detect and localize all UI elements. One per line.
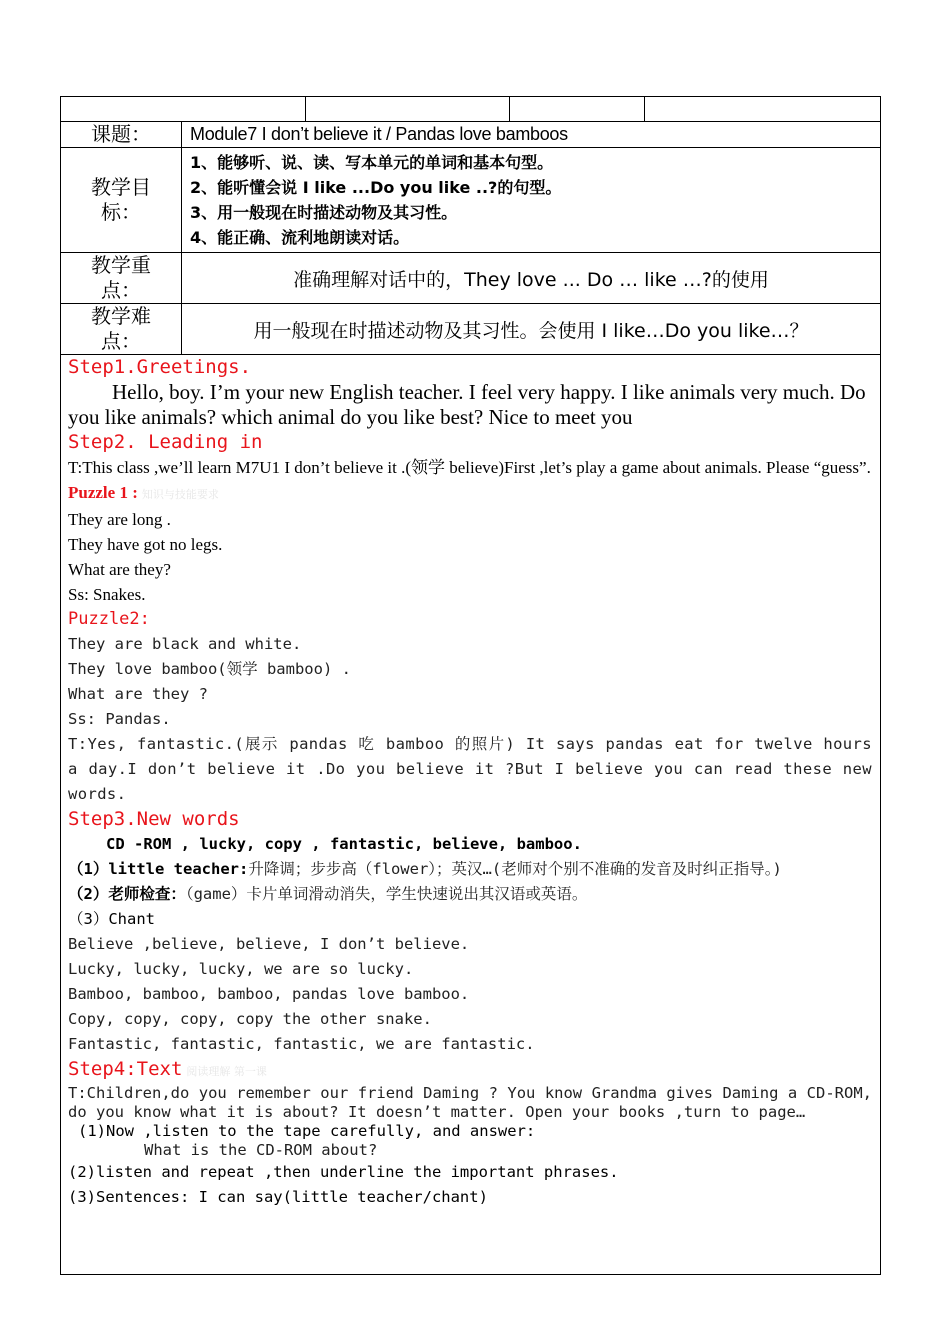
difficult-point: 用一般现在时描述动物及其习性。会使用 I like…Do you like…？	[182, 304, 881, 355]
goals-label	[61, 148, 182, 253]
puzzle2-line: They are black and white.	[68, 635, 302, 653]
step4-item2: (2)listen and repeat ,then underline the important phrases.	[68, 1163, 619, 1181]
step4-item1-question: What is the CD-ROM about?	[144, 1141, 378, 1159]
puzzle1-line: They have got no legs.	[68, 535, 223, 554]
puzzle2-title: Puzzle2:	[68, 609, 150, 629]
difficult-point-row	[61, 304, 881, 355]
key-label	[61, 253, 182, 304]
goals-row	[61, 148, 881, 253]
puzzle1-header	[68, 480, 872, 507]
step4-text: T:Children,do you remember our friend Daming ? You know Grandma gives Daming a CD-ROM, do you know what it is about? It doesn’t matter. Open your books ,turn to page…	[68, 1084, 872, 1121]
topic-label: 课题：	[61, 122, 182, 148]
step4-faint-note: 阅读理解 第一课	[186, 1065, 267, 1078]
empty-cell	[510, 97, 645, 122]
step3-item1	[68, 857, 872, 882]
difficult-label-text: 教学难点：	[91, 304, 151, 353]
header-empty-row	[61, 97, 881, 122]
puzzle2-line: They love bamboo(领学 bamboo) .	[68, 660, 351, 678]
empty-cell	[61, 97, 306, 122]
goal-item: 1、能够听、说、读、写本单元的单词和基本句型。	[190, 153, 554, 172]
step4-header	[68, 1057, 872, 1084]
step3-title: Step3.New words	[68, 808, 240, 830]
key-point-row	[61, 253, 881, 304]
puzzle2-line: Ss: Pandas.	[68, 710, 171, 728]
topic-value: Module7 I don’t believe it / Pandas love bamboos	[182, 122, 881, 148]
puzzle1-faint-note: 知识与技能要求	[141, 488, 219, 501]
step3-words: CD -ROM , lucky, copy , fantastic, believe, bamboo.	[106, 835, 582, 853]
chant-line: Bamboo, bamboo, bamboo, pandas love bamboo.	[68, 985, 470, 1003]
step3-item3: （3）Chant	[68, 910, 155, 928]
puzzle1-line: They are long .	[68, 510, 171, 529]
goal-item: 3、用一般现在时描述动物及其习性。	[190, 203, 458, 222]
step1-text: Hello, boy. I’m your new English teacher. I feel very happy. I like animals very much. Do you like animals? which animal do you like best? Nice to meet you	[68, 380, 866, 429]
goals-label-text: 教学目标：	[91, 175, 151, 224]
lesson-plan-table	[60, 96, 881, 1275]
step1-title: Step1.Greetings.	[68, 356, 252, 378]
chant-line: Copy, copy, copy, copy the other snake.	[68, 1010, 432, 1028]
step2-title: Step2. Leading in	[68, 431, 263, 453]
procedure-row	[61, 355, 881, 1275]
puzzle1-line: Ss: Snakes.	[68, 585, 146, 604]
step2-text: T:This class ,we’ll learn M7U1 I don’t believe it .(领学 believe)First ,let’s play a game about animals. Please “guess”.	[68, 458, 871, 477]
step3-item1-text: 升降调；步步高（flower）；英汉…(老师对个别不准确的发音及时纠正指导。)	[248, 860, 782, 878]
topic-row	[61, 122, 881, 148]
lesson-plan	[60, 96, 880, 1275]
step3-item2-text: （game）卡片单词滑动消失，学生快速说出其汉语或英语。	[185, 885, 588, 903]
step3-item1-lead: （1）little teacher:	[68, 860, 249, 878]
teaching-procedure	[61, 355, 881, 1275]
goal-item: 4、能正确、流利地朗读对话。	[190, 228, 410, 247]
goal-item: 2、能听懂会说 I like ...Do you like ..?的句型。	[190, 178, 562, 197]
puzzle2-response: T:Yes, fantastic.(展示 pandas 吃 bamboo 的照片) It says pandas eat for twelve hours a day.I don’t believe it .Do you believe it ?But I believe you can read these new words.	[68, 735, 872, 803]
goals-list	[182, 148, 881, 253]
difficult-label	[61, 304, 182, 355]
step3-item2-lead: （2）老师检查：	[68, 885, 186, 903]
key-label-text: 教学重点：	[91, 253, 151, 302]
step4-item1: (1)Now ,listen to the tape carefully, and answer:	[78, 1122, 536, 1140]
empty-cell	[306, 97, 510, 122]
step4-title: Step4:Text	[68, 1058, 183, 1080]
key-point: 准确理解对话中的，They love ... Do … like …?的使用	[182, 253, 881, 304]
step4-item3: (3)Sentences: I can say(little teacher/chant)	[68, 1188, 488, 1206]
puzzle1-line: What are they?	[68, 560, 171, 579]
chant-line: Lucky, lucky, lucky, we are so lucky.	[68, 960, 414, 978]
step3-item2	[68, 882, 872, 907]
empty-cell	[645, 97, 881, 122]
puzzle1-title: Puzzle 1 :	[68, 483, 138, 502]
chant-line: Believe ,believe, believe, I don’t believe.	[68, 935, 470, 953]
puzzle2-line: What are they ?	[68, 685, 208, 703]
chant-line: Fantastic, fantastic, fantastic, we are fantastic.	[68, 1035, 535, 1053]
